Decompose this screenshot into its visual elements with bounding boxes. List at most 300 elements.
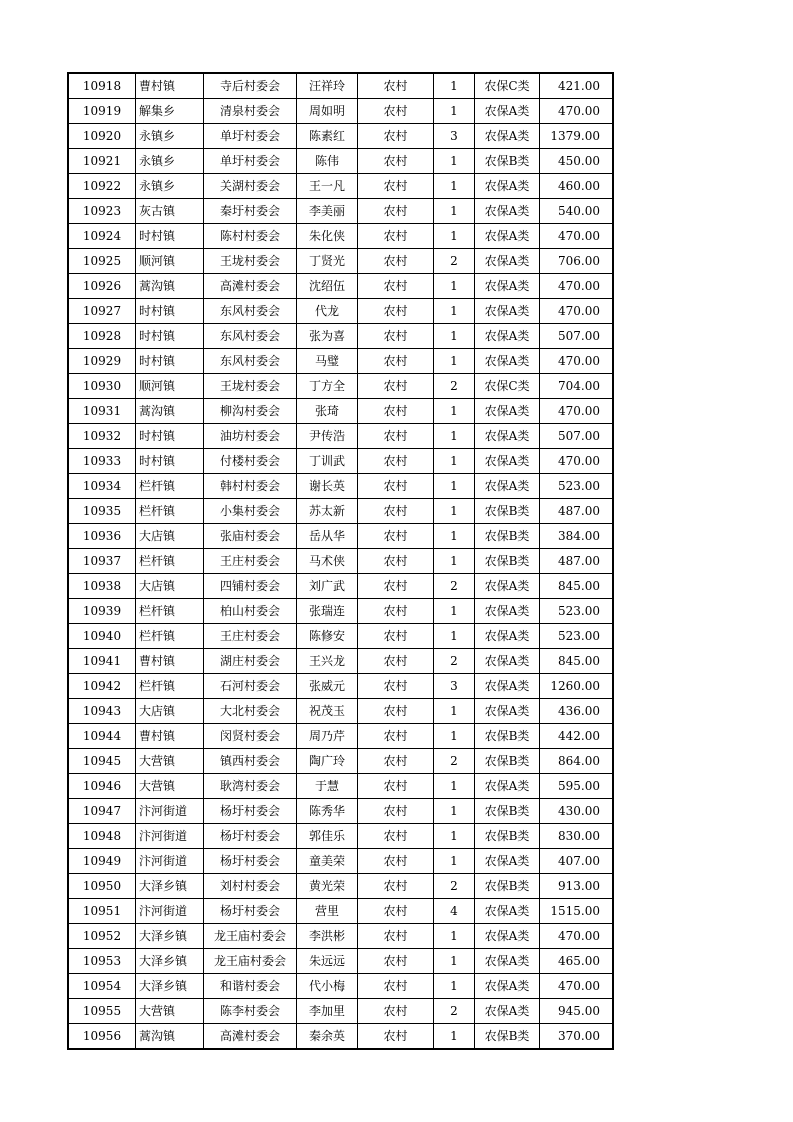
town-cell: 大营镇 [136,774,204,799]
amount-cell: 487.00 [540,499,614,524]
household-count-cell: 4 [434,899,475,924]
amount-cell: 470.00 [540,449,614,474]
insurance-category-cell: 农保B类 [475,499,540,524]
town-cell: 时村镇 [136,424,204,449]
person-name-cell: 张瑞连 [297,599,358,624]
table-row [68,449,613,474]
insurance-category-cell: 农保A类 [475,124,540,149]
town-cell: 栏杆镇 [136,499,204,524]
record-id-cell: 10951 [68,899,136,924]
insurance-category-cell: 农保A类 [475,674,540,699]
amount-cell: 913.00 [540,874,614,899]
village-committee-cell: 闵贤村委会 [204,724,297,749]
table-row [68,699,613,724]
area-type-cell: 农村 [358,624,434,649]
table-row [68,574,613,599]
person-name-cell: 李洪彬 [297,924,358,949]
area-type-cell: 农村 [358,99,434,124]
village-committee-cell: 王垅村委会 [204,374,297,399]
town-cell: 栏杆镇 [136,549,204,574]
table-row [68,73,613,99]
insurance-category-cell: 农保A类 [475,649,540,674]
record-id-cell: 10949 [68,849,136,874]
record-id-cell: 10921 [68,149,136,174]
record-id-cell: 10953 [68,949,136,974]
record-id-cell: 10946 [68,774,136,799]
table-row [68,724,613,749]
town-cell: 大营镇 [136,749,204,774]
insurance-category-cell: 农保A类 [475,624,540,649]
town-cell: 大泽乡镇 [136,949,204,974]
amount-cell: 1515.00 [540,899,614,924]
table-row [68,474,613,499]
insurance-category-cell: 农保A类 [475,399,540,424]
record-id-cell: 10944 [68,724,136,749]
record-id-cell: 10943 [68,699,136,724]
record-id-cell: 10940 [68,624,136,649]
household-count-cell: 1 [434,73,475,99]
town-cell: 栏杆镇 [136,674,204,699]
record-id-cell: 10956 [68,1024,136,1050]
amount-cell: 1379.00 [540,124,614,149]
area-type-cell: 农村 [358,73,434,99]
insurance-category-cell: 农保A类 [475,199,540,224]
village-committee-cell: 高滩村委会 [204,274,297,299]
village-committee-cell: 单圩村委会 [204,149,297,174]
record-id-cell: 10918 [68,73,136,99]
area-type-cell: 农村 [358,349,434,374]
amount-cell: 384.00 [540,524,614,549]
village-committee-cell: 付楼村委会 [204,449,297,474]
person-name-cell: 汪祥玲 [297,73,358,99]
amount-cell: 470.00 [540,924,614,949]
table-row [68,374,613,399]
record-id-cell: 10934 [68,474,136,499]
amount-cell: 470.00 [540,399,614,424]
amount-cell: 370.00 [540,1024,614,1050]
person-name-cell: 马术侠 [297,549,358,574]
village-committee-cell: 杨圩村委会 [204,899,297,924]
household-count-cell: 3 [434,674,475,699]
insurance-category-cell: 农保B类 [475,1024,540,1050]
village-committee-cell: 王庄村委会 [204,549,297,574]
table-row [68,799,613,824]
amount-cell: 470.00 [540,99,614,124]
household-count-cell: 1 [434,299,475,324]
person-name-cell: 童美荣 [297,849,358,874]
town-cell: 蒿沟镇 [136,1024,204,1050]
person-name-cell: 营里 [297,899,358,924]
table-row [68,974,613,999]
amount-cell: 470.00 [540,974,614,999]
table-row [68,649,613,674]
household-count-cell: 1 [434,324,475,349]
household-count-cell: 1 [434,699,475,724]
household-count-cell: 1 [434,949,475,974]
record-id-cell: 10939 [68,599,136,624]
records-table [67,72,614,1050]
area-type-cell: 农村 [358,174,434,199]
town-cell: 大泽乡镇 [136,874,204,899]
record-id-cell: 10926 [68,274,136,299]
village-committee-cell: 耿湾村委会 [204,774,297,799]
record-id-cell: 10935 [68,499,136,524]
person-name-cell: 刘广武 [297,574,358,599]
record-id-cell: 10927 [68,299,136,324]
town-cell: 灰古镇 [136,199,204,224]
village-committee-cell: 东风村委会 [204,349,297,374]
table-row [68,424,613,449]
village-committee-cell: 小集村委会 [204,499,297,524]
person-name-cell: 沈绍伍 [297,274,358,299]
area-type-cell: 农村 [358,274,434,299]
record-id-cell: 10922 [68,174,136,199]
household-count-cell: 2 [434,574,475,599]
person-name-cell: 丁贤光 [297,249,358,274]
household-count-cell: 1 [434,824,475,849]
village-committee-cell: 柏山村委会 [204,599,297,624]
amount-cell: 540.00 [540,199,614,224]
village-committee-cell: 陈村村委会 [204,224,297,249]
insurance-category-cell: 农保A类 [475,274,540,299]
household-count-cell: 1 [434,774,475,799]
person-name-cell: 朱化侠 [297,224,358,249]
area-type-cell: 农村 [358,249,434,274]
record-id-cell: 10955 [68,999,136,1024]
area-type-cell: 农村 [358,874,434,899]
insurance-category-cell: 农保C类 [475,73,540,99]
table-row [68,324,613,349]
town-cell: 时村镇 [136,324,204,349]
village-committee-cell: 清泉村委会 [204,99,297,124]
household-count-cell: 2 [434,249,475,274]
amount-cell: 523.00 [540,624,614,649]
person-name-cell: 黄光荣 [297,874,358,899]
amount-cell: 430.00 [540,799,614,824]
amount-cell: 523.00 [540,474,614,499]
town-cell: 永镇乡 [136,149,204,174]
household-count-cell: 1 [434,174,475,199]
town-cell: 时村镇 [136,349,204,374]
record-id-cell: 10954 [68,974,136,999]
table-row [68,299,613,324]
person-name-cell: 张威元 [297,674,358,699]
person-name-cell: 张为喜 [297,324,358,349]
household-count-cell: 2 [434,749,475,774]
household-count-cell: 1 [434,499,475,524]
area-type-cell: 农村 [358,549,434,574]
household-count-cell: 1 [434,624,475,649]
town-cell: 栏杆镇 [136,624,204,649]
town-cell: 永镇乡 [136,174,204,199]
insurance-category-cell: 农保B类 [475,824,540,849]
village-committee-cell: 陈李村委会 [204,999,297,1024]
village-committee-cell: 杨圩村委会 [204,824,297,849]
person-name-cell: 岳从华 [297,524,358,549]
area-type-cell: 农村 [358,299,434,324]
table-row [68,249,613,274]
area-type-cell: 农村 [358,449,434,474]
village-committee-cell: 龙王庙村委会 [204,949,297,974]
insurance-category-cell: 农保A类 [475,349,540,374]
amount-cell: 470.00 [540,349,614,374]
village-committee-cell: 杨圩村委会 [204,799,297,824]
town-cell: 汴河街道 [136,824,204,849]
town-cell: 大店镇 [136,699,204,724]
area-type-cell: 农村 [358,849,434,874]
insurance-category-cell: 农保A类 [475,899,540,924]
area-type-cell: 农村 [358,974,434,999]
household-count-cell: 1 [434,399,475,424]
town-cell: 曹村镇 [136,649,204,674]
insurance-category-cell: 农保A类 [475,99,540,124]
person-name-cell: 秦余英 [297,1024,358,1050]
table-row [68,824,613,849]
town-cell: 曹村镇 [136,73,204,99]
town-cell: 顺河镇 [136,249,204,274]
amount-cell: 465.00 [540,949,614,974]
person-name-cell: 陈伟 [297,149,358,174]
insurance-category-cell: 农保A类 [475,974,540,999]
area-type-cell: 农村 [358,799,434,824]
insurance-category-cell: 农保A类 [475,949,540,974]
town-cell: 大泽乡镇 [136,974,204,999]
area-type-cell: 农村 [358,999,434,1024]
amount-cell: 595.00 [540,774,614,799]
table-row [68,849,613,874]
town-cell: 栏杆镇 [136,474,204,499]
person-name-cell: 周乃芹 [297,724,358,749]
person-name-cell: 代小梅 [297,974,358,999]
household-count-cell: 2 [434,649,475,674]
person-name-cell: 李美丽 [297,199,358,224]
insurance-category-cell: 农保B类 [475,724,540,749]
village-committee-cell: 秦圩村委会 [204,199,297,224]
person-name-cell: 丁方全 [297,374,358,399]
village-committee-cell: 镇西村委会 [204,749,297,774]
household-count-cell: 1 [434,924,475,949]
person-name-cell: 陈素红 [297,124,358,149]
household-count-cell: 2 [434,374,475,399]
village-committee-cell: 王垅村委会 [204,249,297,274]
amount-cell: 706.00 [540,249,614,274]
insurance-category-cell: 农保A类 [475,424,540,449]
insurance-category-cell: 农保A类 [475,474,540,499]
record-id-cell: 10930 [68,374,136,399]
household-count-cell: 1 [434,449,475,474]
amount-cell: 442.00 [540,724,614,749]
area-type-cell: 农村 [358,474,434,499]
table-row [68,274,613,299]
record-id-cell: 10924 [68,224,136,249]
town-cell: 时村镇 [136,449,204,474]
table-row [68,924,613,949]
person-name-cell: 于慧 [297,774,358,799]
village-committee-cell: 油坊村委会 [204,424,297,449]
insurance-category-cell: 农保B类 [475,749,540,774]
person-name-cell: 丁训武 [297,449,358,474]
table-row [68,774,613,799]
amount-cell: 470.00 [540,299,614,324]
household-count-cell: 3 [434,124,475,149]
household-count-cell: 1 [434,849,475,874]
village-committee-cell: 刘村村委会 [204,874,297,899]
table-body [68,73,613,1049]
area-type-cell: 农村 [358,574,434,599]
record-id-cell: 10948 [68,824,136,849]
amount-cell: 460.00 [540,174,614,199]
village-committee-cell: 关湖村委会 [204,174,297,199]
household-count-cell: 1 [434,524,475,549]
area-type-cell: 农村 [358,749,434,774]
town-cell: 顺河镇 [136,374,204,399]
table-row [68,899,613,924]
town-cell: 蒿沟镇 [136,399,204,424]
village-committee-cell: 四铺村委会 [204,574,297,599]
area-type-cell: 农村 [358,1024,434,1050]
table-row [68,224,613,249]
area-type-cell: 农村 [358,374,434,399]
area-type-cell: 农村 [358,224,434,249]
village-committee-cell: 王庄村委会 [204,624,297,649]
area-type-cell: 农村 [358,774,434,799]
area-type-cell: 农村 [358,199,434,224]
amount-cell: 1260.00 [540,674,614,699]
table-row [68,349,613,374]
record-id-cell: 10950 [68,874,136,899]
household-count-cell: 1 [434,1024,475,1050]
table-row [68,1024,613,1050]
record-id-cell: 10942 [68,674,136,699]
town-cell: 蒿沟镇 [136,274,204,299]
record-id-cell: 10919 [68,99,136,124]
town-cell: 曹村镇 [136,724,204,749]
record-id-cell: 10931 [68,399,136,424]
amount-cell: 470.00 [540,274,614,299]
record-id-cell: 10936 [68,524,136,549]
insurance-category-cell: 农保A类 [475,924,540,949]
table-row [68,674,613,699]
area-type-cell: 农村 [358,499,434,524]
record-id-cell: 10928 [68,324,136,349]
village-committee-cell: 韩村村委会 [204,474,297,499]
insurance-category-cell: 农保A类 [475,324,540,349]
amount-cell: 945.00 [540,999,614,1024]
person-name-cell: 张琦 [297,399,358,424]
insurance-category-cell: 农保A类 [475,249,540,274]
amount-cell: 845.00 [540,574,614,599]
household-count-cell: 1 [434,724,475,749]
village-committee-cell: 东风村委会 [204,299,297,324]
area-type-cell: 农村 [358,399,434,424]
area-type-cell: 农村 [358,699,434,724]
person-name-cell: 祝茂玉 [297,699,358,724]
insurance-category-cell: 农保A类 [475,224,540,249]
record-id-cell: 10952 [68,924,136,949]
town-cell: 大营镇 [136,999,204,1024]
insurance-category-cell: 农保A类 [475,774,540,799]
insurance-category-cell: 农保B类 [475,874,540,899]
amount-cell: 830.00 [540,824,614,849]
area-type-cell: 农村 [358,324,434,349]
town-cell: 汴河街道 [136,799,204,824]
table-row [68,99,613,124]
amount-cell: 436.00 [540,699,614,724]
village-committee-cell: 单圩村委会 [204,124,297,149]
amount-cell: 507.00 [540,424,614,449]
table-row [68,149,613,174]
household-count-cell: 1 [434,274,475,299]
person-name-cell: 马璧 [297,349,358,374]
person-name-cell: 陈秀华 [297,799,358,824]
person-name-cell: 李加里 [297,999,358,1024]
amount-cell: 845.00 [540,649,614,674]
table-row [68,949,613,974]
person-name-cell: 陶广玲 [297,749,358,774]
household-count-cell: 1 [434,349,475,374]
record-id-cell: 10923 [68,199,136,224]
amount-cell: 864.00 [540,749,614,774]
record-id-cell: 10945 [68,749,136,774]
household-count-cell: 1 [434,149,475,174]
household-count-cell: 1 [434,799,475,824]
household-count-cell: 1 [434,224,475,249]
record-id-cell: 10941 [68,649,136,674]
record-id-cell: 10920 [68,124,136,149]
table-row [68,124,613,149]
insurance-category-cell: 农保A类 [475,999,540,1024]
insurance-category-cell: 农保A类 [475,699,540,724]
village-committee-cell: 石河村委会 [204,674,297,699]
insurance-category-cell: 农保A类 [475,849,540,874]
record-id-cell: 10932 [68,424,136,449]
record-id-cell: 10933 [68,449,136,474]
area-type-cell: 农村 [358,824,434,849]
area-type-cell: 农村 [358,924,434,949]
area-type-cell: 农村 [358,724,434,749]
town-cell: 永镇乡 [136,124,204,149]
table-row [68,874,613,899]
insurance-category-cell: 农保B类 [475,524,540,549]
person-name-cell: 王一凡 [297,174,358,199]
town-cell: 解集乡 [136,99,204,124]
table-row [68,624,613,649]
amount-cell: 470.00 [540,224,614,249]
person-name-cell: 陈修安 [297,624,358,649]
area-type-cell: 农村 [358,124,434,149]
town-cell: 栏杆镇 [136,599,204,624]
insurance-category-cell: 农保A类 [475,574,540,599]
village-committee-cell: 大北村委会 [204,699,297,724]
amount-cell: 487.00 [540,549,614,574]
village-committee-cell: 高滩村委会 [204,1024,297,1050]
household-count-cell: 1 [434,99,475,124]
village-committee-cell: 和谐村委会 [204,974,297,999]
household-count-cell: 2 [434,999,475,1024]
person-name-cell: 周如明 [297,99,358,124]
person-name-cell: 苏太新 [297,499,358,524]
insurance-category-cell: 农保B类 [475,549,540,574]
table-row [68,174,613,199]
area-type-cell: 农村 [358,949,434,974]
household-count-cell: 1 [434,974,475,999]
village-committee-cell: 寺后村委会 [204,73,297,99]
insurance-category-cell: 农保A类 [475,599,540,624]
village-committee-cell: 张庙村委会 [204,524,297,549]
area-type-cell: 农村 [358,599,434,624]
person-name-cell: 朱远远 [297,949,358,974]
household-count-cell: 1 [434,599,475,624]
